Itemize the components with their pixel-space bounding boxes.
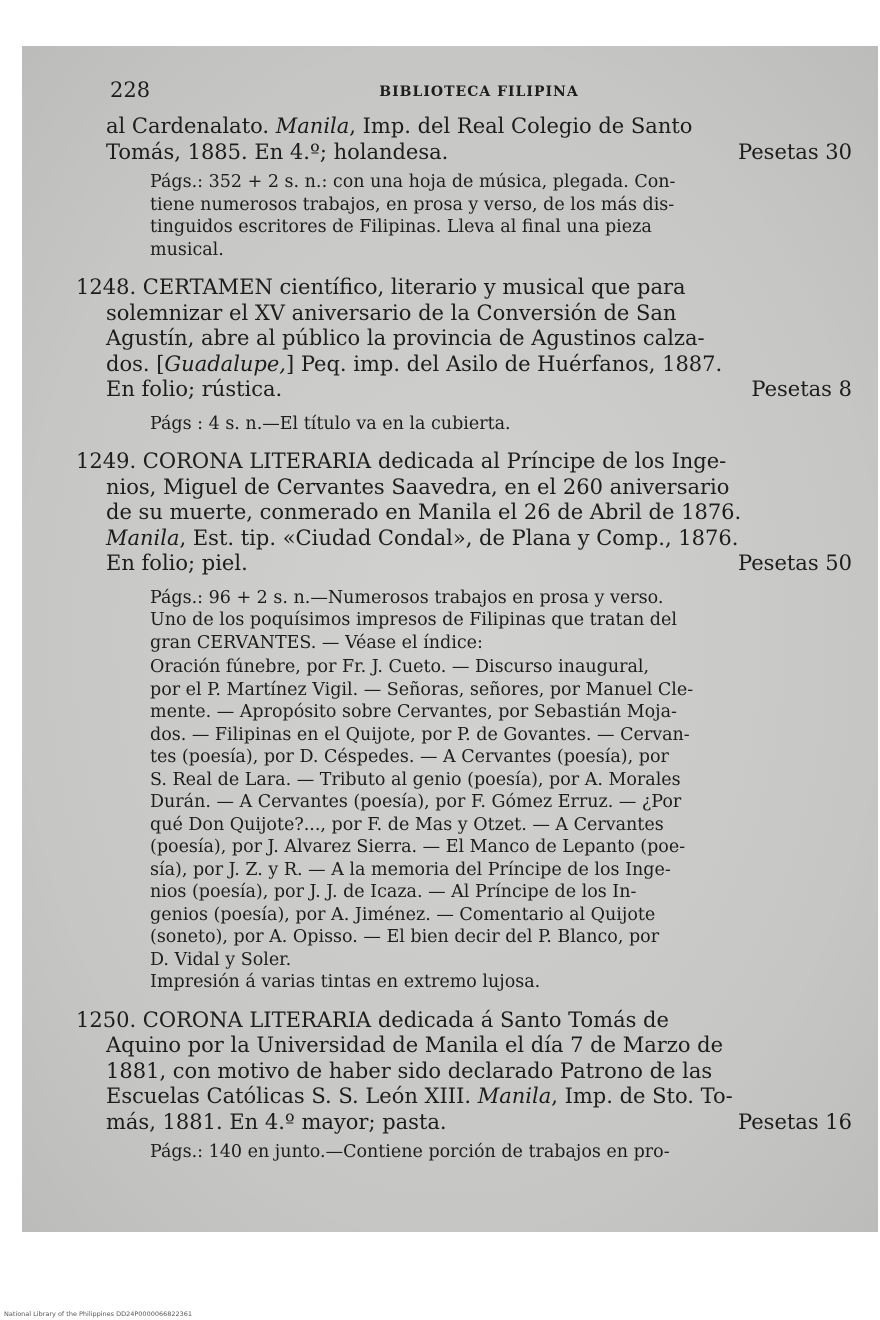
entry-1248: 1248. CERTAMEN científico, literario y musical que para solemnizar el XV aniversario de la Conversión de San Agustín, abre al público la provincia de Agustinos calza- dos. [Guadalupe,] Peq. imp. del Asilo de Huérfanos, 1887. En folio; rústica. Pesetas 8 Págs : 4 s. n.—El título va en la cubierta.	[76, 275, 852, 434]
entry-heading: 1249. CORONA LITERARIA dedicada al Príncipe de los Inge-	[76, 449, 727, 473]
entry-1250: 1250. CORONA LITERARIA dedicada á Santo Tomás de Aquino por la Universidad de Manila el día 7 de Marzo de 1881, con motivo de haber sido declarado Patrono de las Escuelas Católicas S. S. León XIII. Manila, Imp. de Sto. To- más, 1881. En 4.º mayor; pasta. Pesetas 16 Págs.: 140 en junto.—Contiene porción de trabajos en pro-	[76, 1007, 852, 1162]
entry-heading: 1248. CERTAMEN científico, literario y musical que para	[76, 275, 686, 299]
document-page	[76, 78, 852, 1164]
text-line: al Cardenalato. Manila, Imp. del Real Colegio de Santo	[106, 114, 693, 138]
entry-note: Págs.: 96 + 2 s. n.—Numerosos trabajos en prosa y verso. Uno de los poquísimos impresos de Filipinas que tratan del gran CERVANTES. — Véase el índice: Oración fúnebre, por Fr. J. Cueto. — Discurso inaugural, por el P. Martínez Vigil. — Señoras, señores, por Manuel Cle- mente. — Apropósito sobre Cervantes, por Sebastián Moja- dos. — Filipinas en el Quijote, por P. de Govantes. — Cervan- tes (poesía), por D. Céspedes. — A Cervantes (poesía), por S. Real de Lara. — Tributo al genio (poesía), por A. Morales Durán. — A Cervantes (poesía), por F. Gómez Erruz. — ¿Por qué Don Quijote?..., por F. de Mas y Otzet. — A Cervantes (poesía), por J. Alvarez Sierra. — El Manco de Lepanto (poe- sía), por J. Z. y R. — A la memoria del Príncipe de los Inge- nios (poesía), por J. J. de Icaza. — Al Príncipe de los In- genios (poesía), por A. Jiménez. — Comentario al Quijote (soneto), por A. Opisso. — El bien decir del P. Blanco, por D. Vidal y Soler. Impresión á varias tintas en extremo lujosa.	[150, 587, 694, 992]
price: Pesetas 50	[738, 551, 852, 575]
running-title: BIBLIOTECA FILIPINA	[379, 84, 579, 100]
entry-note: Págs.: 140 en junto.—Contiene porción de trabajos en pro-	[150, 1142, 670, 1162]
price: Pesetas 8	[751, 377, 852, 401]
entry-heading: 1250. CORONA LITERARIA dedicada á Santo Tomás de	[76, 1007, 669, 1032]
entry-1247-continuation	[106, 114, 852, 261]
entry-note: Págs.: 352 + 2 s. n.: con una hoja de música, plegada. Con- tiene numerosos trabajos, en prosa y verso, de los más dis- tinguidos escritores de Filipinas. Lleva al final una pieza musical.	[150, 172, 676, 260]
entry-1249: 1249. CORONA LITERARIA dedicada al Príncipe de los Inge- nios, Miguel de Cervantes Saavedra, en el 260 aniversario de su muerte, conmerado en Manila el 26 de Abril de 1876. Manila, Est. tip. «Ciudad Condal», de Plana y Comp., 1876. En folio; piel. Pesetas 50 Págs.: 96 + 2 s. n.—Numerosos trabajos en prosa y verso. Uno de los poquísimos impresos de Filipinas que tratan del gran CERVANTES. — Véase el índice: Oración fúnebre, por Fr. J. Cueto. — Discurso inaugural, por el P. Martínez Vigil. — Señoras, señores, por Manuel Cle- mente. — Apropósito sobre Cervantes, por Sebastián Moja- dos. — Filipinas en el Quijote, por P. de Govantes. — Cervan- tes (poesía), por D. Céspedes. — A Cervantes (poesía), por S. Real de Lara. — Tributo al genio (poesía), por A. Morales Durán. — A Cervantes (poesía), por F. Gómez Erruz. — ¿Por qué Don Quijote?..., por F. de Mas y Otzet. — A Cervantes (poesía), por J. Alvarez Sierra. — El Manco de Lepanto (poe- sía), por J. Z. y R. — A la memoria del Príncipe de los Inge- nios (poesía), por J. J. de Icaza. — Al Príncipe de los In- genios (poesía), por A. Jiménez. — Comentario al Quijote (soneto), por A. Opisso. — El bien decir del P. Blanco, por D. Vidal y Soler. Impresión á varias tintas en extremo lujosa.	[76, 449, 852, 992]
price: Pesetas 16	[738, 1109, 852, 1134]
page-number: 228	[110, 78, 151, 102]
entry-note: Págs : 4 s. n.—El título va en la cubierta.	[150, 413, 511, 434]
text-line: Tomás, 1885. En 4.º; holandesa. Pesetas 30	[106, 139, 852, 164]
scan-footer: National Library of the Philippines DD24P0000066822361	[4, 1310, 193, 1318]
price: Pesetas 30	[738, 139, 852, 164]
page-header	[106, 78, 852, 114]
